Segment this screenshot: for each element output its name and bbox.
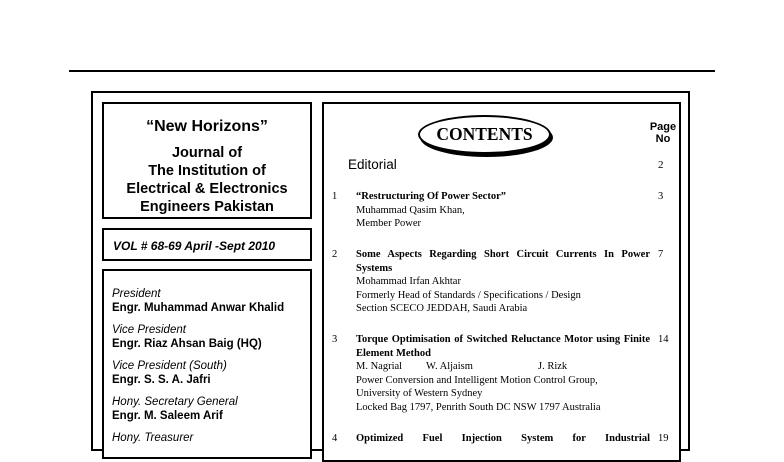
contents-box [322, 102, 681, 462]
entry-page: 3 [658, 191, 664, 202]
editorial-page: 2 [658, 159, 664, 171]
entry-title[interactable]: Some Aspects Regarding Short Circuit Currents In Power Systems [356, 249, 650, 274]
entry-line: Formerly Head of Standards / Specifications / Design [356, 289, 581, 301]
journal-subtitle: Journal of The Institution of Electrical & Electronics Engineers Pakistan [126, 145, 288, 215]
entry-title[interactable]: Torque Optimisation of Switched Reluctance Motor using Finite Element Method [356, 334, 650, 359]
officer-role: Vice President [112, 324, 186, 336]
journal-title: “New Horizons” [146, 118, 268, 135]
entry-author: J. Rizk [538, 361, 568, 372]
entry-line: Mohammad Irfan Akhtar [356, 276, 461, 287]
volume-box [102, 228, 312, 261]
officer-role: Vice President (South) [112, 360, 227, 372]
entry-line: Member Power [356, 218, 422, 229]
officer-name: Engr. Muhammad Anwar Khalid [112, 302, 285, 314]
officer-entry [112, 395, 238, 423]
entry-number: 4 [332, 433, 338, 444]
entry-author: W. Aljaism [426, 361, 473, 372]
officer-name: Engr. S. S. A. Jafri [112, 374, 211, 386]
officer-role: Hony. Secretary General [112, 396, 238, 408]
page-number-header: Page No [649, 121, 677, 145]
entry-number: 2 [332, 249, 338, 260]
entry-author: M. Nagrial [356, 361, 403, 372]
officer-role: Hony. Treasurer [112, 432, 194, 444]
entry-number: 3 [332, 334, 338, 345]
entry-page: 19 [658, 433, 669, 444]
entry-title[interactable]: “Restructuring Of Power Sector” [356, 191, 506, 202]
volume-label: VOL # 68-69 April -Sept 2010 [113, 239, 276, 253]
entry-number: 1 [332, 191, 338, 202]
officer-role: President [112, 288, 161, 300]
entry-line: Muhammad Qasim Khan, [356, 204, 465, 216]
entry-body [356, 333, 650, 414]
officer-entry [112, 431, 193, 445]
officer-name: Engr. Riaz Ahsan Baig (HQ) [112, 338, 262, 350]
entry-page: 14 [658, 334, 669, 345]
entry-authors [356, 360, 650, 374]
officer-entry [112, 323, 262, 351]
entry-body [356, 190, 650, 231]
entry-page: 7 [658, 249, 664, 260]
contents-heading: CONTENTS [418, 115, 551, 154]
header-rule [69, 70, 715, 72]
officer-entry [112, 287, 284, 315]
entry-body [356, 432, 650, 446]
officers-box [102, 269, 312, 459]
editorial-label: Editorial [348, 157, 397, 172]
officer-entry [112, 359, 227, 387]
journal-title-box [102, 102, 312, 219]
entry-line: Locked Bag 1797, Penrith South DC NSW 1797 Australia [356, 401, 601, 413]
entry-title[interactable]: Optimized Fuel Injection System for Industrial [356, 433, 650, 444]
entry-line: Power Conversion and Intelligent Motion Control Group, [356, 374, 598, 386]
entry-line: University of Western Sydney [356, 388, 483, 399]
officer-name: Engr. M. Saleem Arif [112, 410, 223, 422]
entry-body [356, 248, 650, 316]
entry-line: Section SCECO JEDDAH, Saudi Arabia [356, 303, 528, 314]
